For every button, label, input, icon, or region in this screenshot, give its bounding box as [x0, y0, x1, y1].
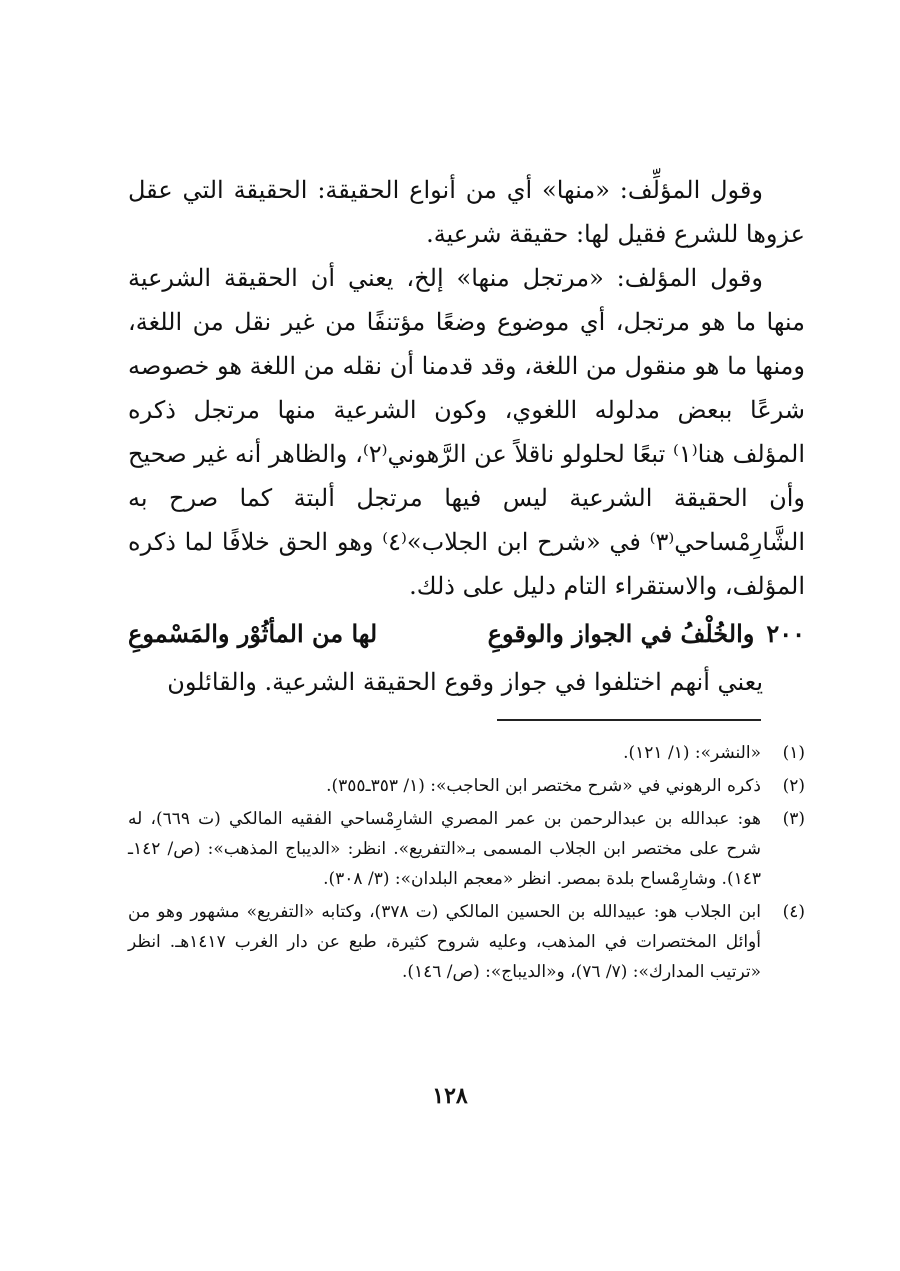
footnotes [128, 738, 805, 990]
footnote-number: (١) [782, 743, 805, 763]
footnote-separator [497, 719, 761, 721]
footnote-2 [128, 771, 805, 801]
footnote-number: (٣) [782, 809, 805, 829]
footnote-1 [128, 738, 805, 768]
footnote-number: (٢) [782, 776, 805, 796]
verse-line [128, 608, 805, 660]
footnote-text: ذكره الرهوني في «شرح مختصر ابن الحاجب»: (١/ ٣٥٣ـ٣٥٥). [326, 776, 761, 796]
footnote-4 [128, 897, 805, 987]
paragraph-3: يعني أنهم اختلفوا في جواز وقوع الحقيقة الشرعية. والقائلون [167, 668, 763, 696]
verse-number: ٢٠٠ [766, 619, 805, 648]
footnote-text: هو: عبدالله بن عبدالرحمن بن عمر المصري الشارِمْساحي الفقيه المالكي (ت ٦٦٩)، له شرح على مختصر ابن الجلاب المسمى بـ«التفريع». انظر: «الديباج المذهب»: (ص/ ١٤٢ـ ١٤٣). وشارِمْساح بلدة بمصر. انظر «معجم البلدان»: (٣/ ٣٠٨). [128, 809, 761, 889]
paragraph-1: وقول المؤلِّف: «منها» أي من أنواع الحقيقة: الحقيقة التي عقل عزوها للشرع فقيل لها: حقيقة شرعية. [128, 176, 805, 248]
main-text [128, 168, 805, 704]
verse-hemistich-1: والخُلْفُ في الجواز والوقوعِ [487, 619, 755, 648]
footnote-text: ابن الجلاب هو: عبيدالله بن الحسين المالكي (ت ٣٧٨)، وكتابه «التفريع» مشهور وهو من أوائل المختصرات في المذهب، وعليه شروح كثيرة، طبع عن دار الغرب ١٤١٧هـ. انظر «ترتيب المدارك»: (٧/ ٧٦)، و«الديباج»: (ص/ ١٤٦). [128, 902, 761, 982]
verse-hemistich-2: لها من المأثُوْر والمَسْموعِ [128, 619, 378, 648]
footnote-number: (٤) [782, 902, 805, 922]
page-number: ١٢٨ [432, 1083, 468, 1109]
footnote-3 [128, 804, 805, 894]
footnote-text: «النشر»: (١/ ١٢١). [623, 743, 761, 763]
paragraph-2: وقول المؤلف: «مرتجل منها» إلخ، يعني أن الحقيقة الشرعية منها ما هو مرتجل، أي موضوع وضعًا مؤتنفًا من غير نقل من اللغة، ومنها ما هو منقول من اللغة، وقد قدمنا أن نقله من اللغة هو خصوصه شرعًا ببعض مدلوله اللغوي، وكون الشرعية منها مرتجل ذكره المؤلف هنا⁽١⁾ تبعًا لحلولو ناقلاً عن الرَّهوني⁽٢⁾، والظاهر أنه غير صحيح وأن الحقيقة الشرعية ليس فيها مرتجل ألبتة كما صرح به الشَّارِمْساحي⁽٣⁾ في «شرح ابن الجلاب»⁽٤⁾ وهو الحق خلافًا لما ذكره المؤلف، والاستقراء التام دليل على ذلك. [128, 264, 806, 600]
